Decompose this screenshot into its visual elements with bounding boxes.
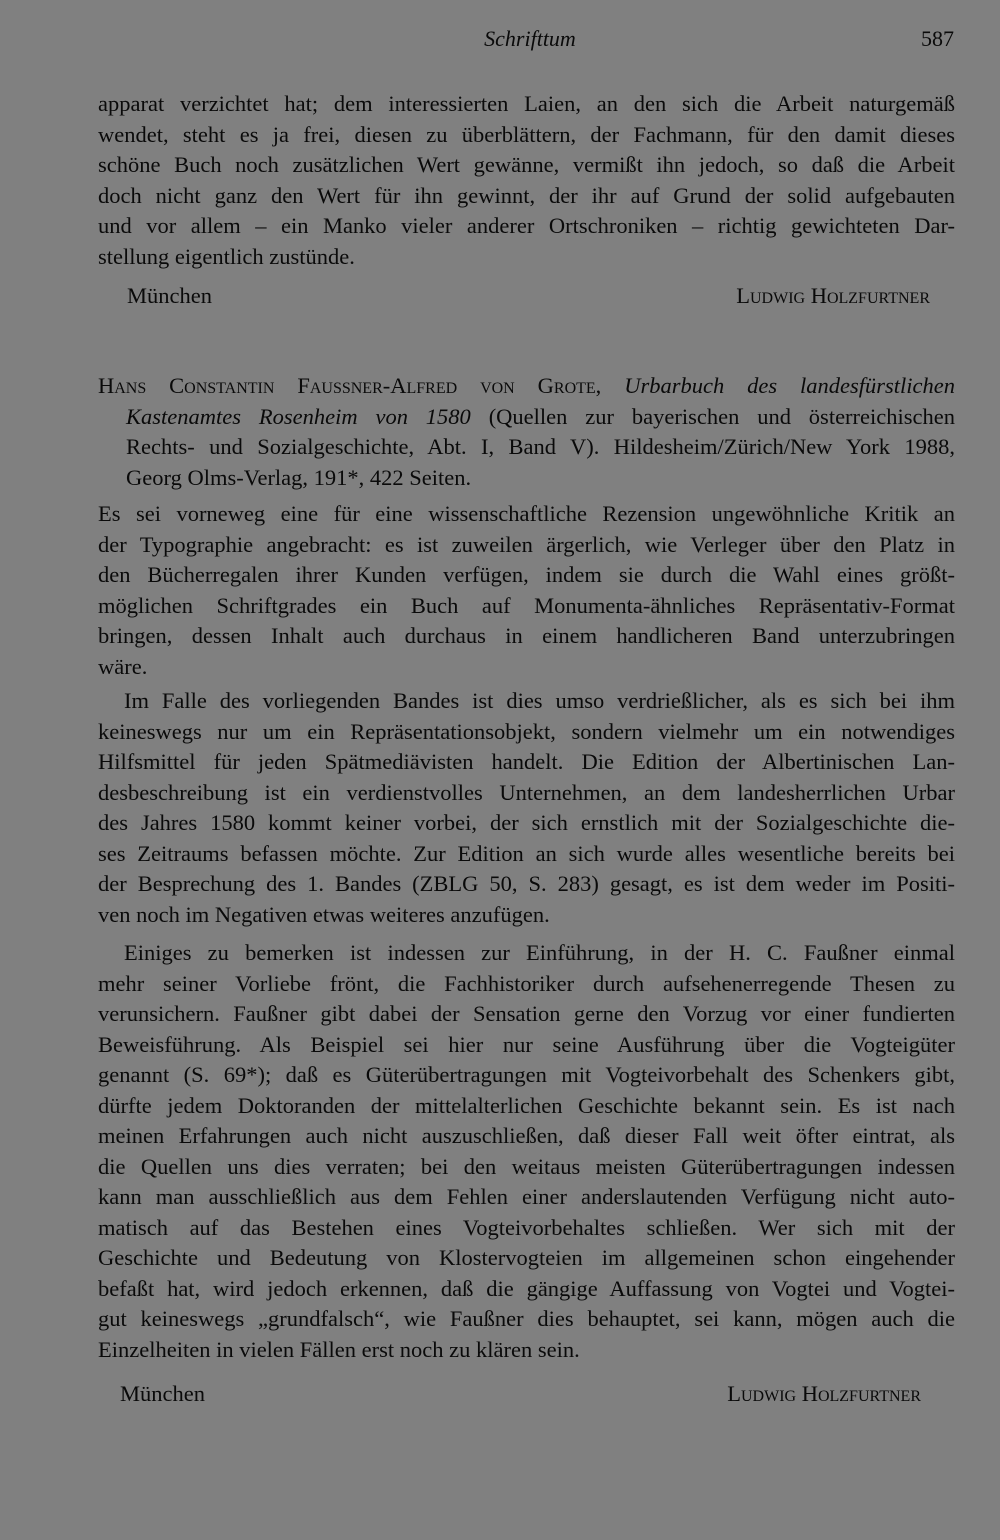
- text-line: befaßt hat, wird jedoch erkennen, daß die gängige Auffassung von Vogtei und Vogtei-: [98, 1275, 955, 1301]
- text-line: des Jahres 1580 kommt keiner vorbei, der sich ernstlich mit der Sozialgeschichte die-: [98, 810, 955, 835]
- book-title-cont: Kastenamtes Rosenheim von 1580: [126, 403, 471, 429]
- text-line: Einzelheiten in vielen Fällen erst noch zu klären sein.: [98, 1336, 580, 1362]
- text-line: genannt (S. 69*); daß es Güterübertragungen mit Vogteivorbehalt des Schenkers gibt,: [98, 1062, 955, 1087]
- text-line: stellung eigentlich zustünde.: [98, 243, 355, 269]
- text-line: wendet, steht es ja frei, diesen zu überblättern, der Fachmann, für den damit dieses: [98, 121, 955, 147]
- text-line: verunsichern. Faußner gibt dabei der Sensation gerne den Vorzug vor einer fundierten: [98, 1001, 955, 1026]
- review-2-paragraph-3: [98, 938, 955, 1365]
- text-line: ses Zeitraums befassen möchte. Zur Edition an sich wurde alles wesentliche bereits bei: [98, 840, 955, 866]
- text-line: der Typographie angebracht: es ist zuweilen ärgerlich, wie Verleger über den Platz in: [98, 531, 955, 557]
- running-title: Schrifttum: [484, 26, 576, 51]
- book-authors: Hans Constantin Faussner-Alfred von Grote,: [98, 373, 602, 398]
- bibliography-line: [98, 402, 955, 433]
- text-line: den Bücherregalen ihrer Kunden verfügen, indem sie durch die Wahl eines größt-: [98, 562, 955, 587]
- text-line: ven noch im Negativen etwas weiteres anzufügen.: [98, 901, 550, 927]
- page-number: 587: [921, 26, 954, 51]
- bibliography-line: Rechts- und Sozialgeschichte, Abt. I, Band V). Hildesheim/Zürich/New York 1988,: [126, 434, 955, 459]
- text-line: mehr seiner Vorliebe frönt, die Fachhistoriker durch aufsehenerregende Thesen zu: [98, 970, 955, 996]
- text-line: die Quellen uns dies verraten; bei den weitaus meisten Güterübertragungen indessen: [98, 1153, 955, 1179]
- text-line: Im Falle des vorliegenden Bandes ist dies umso verdrießlicher, als es sich bei ihm: [124, 688, 955, 713]
- text-line: doch nicht ganz den Wert für ihn gewinnt, der ihr auf Grund der solid aufgebauten: [98, 182, 955, 208]
- review-1-reviewer: Ludwig Holzfurtner: [736, 283, 930, 308]
- review-2-bibliography: [98, 371, 955, 493]
- text-line: matisch auf das Bestehen eines Vogteivorbehaltes schließen. Wer sich mit der: [98, 1214, 955, 1240]
- review-2-paragraph-1: [98, 499, 955, 682]
- text-line: Hilfsmittel für jeden Spätmediävisten handelt. Die Edition der Albertinischen Lan-: [98, 749, 955, 774]
- text-line: keineswegs nur um ein Repräsentationsobjekt, sondern vielmehr um ein notwendiges: [98, 718, 955, 744]
- text-line: und vor allem – ein Manko vieler anderer Ortschroniken – richtig gewichteten Dar-: [98, 213, 955, 238]
- review-1-text: [98, 89, 955, 272]
- text-line: gut keineswegs „grundfalsch“, wie Faußner dies behauptet, sei kann, mögen auch die: [98, 1306, 955, 1331]
- text-line: apparat verzichtet hat; dem interessierten Laien, an den sich die Arbeit naturgemäß: [98, 91, 955, 116]
- text-line: Einiges zu bemerken ist indessen zur Einführung, in der H. C. Faußner einmal: [124, 940, 955, 965]
- text-line: möglichen Schriftgrades ein Buch auf Monumenta-ähnliches Repräsentativ-Format: [98, 592, 955, 618]
- bibliography-line: Georg Olms-Verlag, 191*, 422 Seiten.: [126, 464, 472, 490]
- book-series: (Quellen zur bayerischen und österreichischen: [488, 403, 955, 429]
- text-line: Geschichte und Bedeutung von Klostervogteien im allgemeinen schon eingehender: [98, 1245, 955, 1270]
- text-line: Beweisführung. Als Beispiel sei hier nur seine Ausführung über die Vogteigüter: [98, 1031, 955, 1057]
- text-line: Es sei vorneweg eine für eine wissenschaftliche Rezension ungewöhnliche Kritik an: [98, 501, 955, 526]
- review-2-place: München: [120, 1381, 205, 1406]
- bibliography-line: [98, 371, 955, 402]
- review-2-reviewer: Ludwig Holzfurtner: [727, 1381, 921, 1406]
- review-1-place: München: [127, 283, 212, 308]
- review-2-paragraph-2: [98, 686, 955, 930]
- text-line: bringen, dessen Inhalt auch durchaus in einem handlicheren Band unterzubringen: [98, 623, 955, 648]
- text-line: schöne Buch noch zusätzlichen Wert gewänne, vermißt ihn jedoch, so daß die Arbeit: [98, 152, 955, 177]
- text-line: der Besprechung des 1. Bandes (ZBLG 50, S. 283) gesagt, es ist dem weder im Positi-: [98, 871, 955, 896]
- text-line: meinen Erfahrungen auch nicht auszuschließen, daß dieser Fall weit öfter eintrat, als: [98, 1123, 955, 1148]
- running-head: [0, 26, 1000, 56]
- book-title: Urbarbuch des landesfürstlichen: [624, 373, 955, 398]
- text-line: wäre.: [98, 653, 148, 679]
- text-line: desbeschreibung ist ein verdienstvolles Unternehmen, an dem landesherrlichen Urbar: [98, 779, 955, 805]
- text-line: dürfte jedem Doktoranden der mittelalterlichen Geschichte bekannt sein. Es ist nach: [98, 1092, 955, 1118]
- text-line: kann man ausschließlich aus dem Fehlen einer anderslautenden Verfügung nicht auto-: [98, 1184, 955, 1209]
